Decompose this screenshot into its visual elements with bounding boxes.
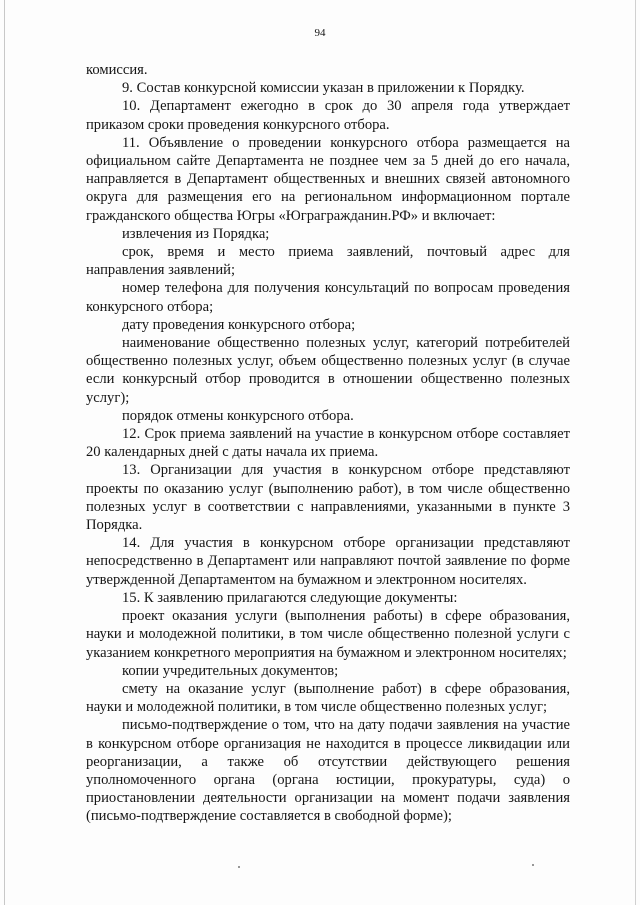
- page-right-edge: [635, 0, 636, 905]
- paragraph: 10. Департамент ежегодно в срок до 30 апреля года утверждает приказом сроки проведения конкурсного отбора.: [86, 98, 570, 133]
- paragraph: наименование общественно полезных услуг, категорий потребителей общественно полезных услуг, объем общественно полезных услуг (в случае если конкурсный отбор проводится в отношении общественно полезных услуг);: [86, 335, 570, 406]
- document-body: [86, 61, 570, 826]
- paragraph: 12. Срок приема заявлений на участие в конкурсном отборе составляет 20 календарных дней с даты начала их приема.: [86, 426, 570, 461]
- paragraph: срок, время и место приема заявлений, почтовый адрес для направления заявлений;: [86, 244, 570, 279]
- page-number: 94: [314, 27, 326, 39]
- paragraph: копии учредительных документов;: [122, 662, 339, 679]
- scan-speck: [238, 866, 240, 868]
- paragraph: 9. Состав конкурсной комиссии указан в приложении к Порядку.: [122, 80, 525, 97]
- page-left-edge: [4, 0, 5, 905]
- paragraph: номер телефона для получения консультаций по вопросам проведения конкурсного отбора;: [86, 280, 570, 315]
- paragraph: письмо-подтверждение о том, что на дату подачи заявления на участие в конкурсном отборе организация не находится в процессе ликвидации или реорганизации, а также об отсутствии действующего решения уполномоченного органа (органа юстиции, прокуратуры, суда) о приостановлении деятельности организации на момент подачи заявления (письмо-подтверждение составляется в свободной форме);: [86, 717, 570, 825]
- paragraph: проект оказания услуги (выполнения работы) в сфере образования, науки и молодежной политики, в том числе общественно полезной услуги с указанием конкретного мероприятия на бумажном и электронном носителях;: [86, 608, 570, 661]
- paragraph: извлечения из Порядка;: [122, 225, 270, 242]
- paragraph: 14. Для участия в конкурсном отборе организации представляют непосредственно в Департамент или направляют почтой заявление по форме утвержденной Департаментом на бумажном и электронном носителях.: [86, 535, 570, 588]
- paragraph: смету на оказание услуг (выполнение работ) в сфере образования, науки и молодежной политики, в том числе общественно полезных услуг;: [86, 680, 570, 716]
- paragraph: 13. Организации для участия в конкурсном отборе представляют проекты по оказанию услуг (выполнению работ), в том числе общественно полезных услуг в соответствии с направлениями, указанными в пункте 3 Порядка.: [86, 462, 570, 534]
- scan-speck: [532, 864, 534, 866]
- paragraph: 11. Объявление о проведении конкурсного отбора размещается на официальном сайте Департамента не позднее чем за 5 дней до его начала, направляется в Департамент общественных и внешних связей автономного округа для размещения его на региональном информационном портале гражданского общества Югры «Юграгражданин.РФ» и включает:: [86, 134, 570, 224]
- paragraph: дату проведения конкурсного отбора;: [122, 316, 356, 333]
- paragraph: комиссия.: [86, 62, 148, 78]
- paragraph: порядок отмены конкурсного отбора.: [122, 407, 354, 424]
- paragraph: 15. К заявлению прилагаются следующие документы:: [122, 589, 458, 606]
